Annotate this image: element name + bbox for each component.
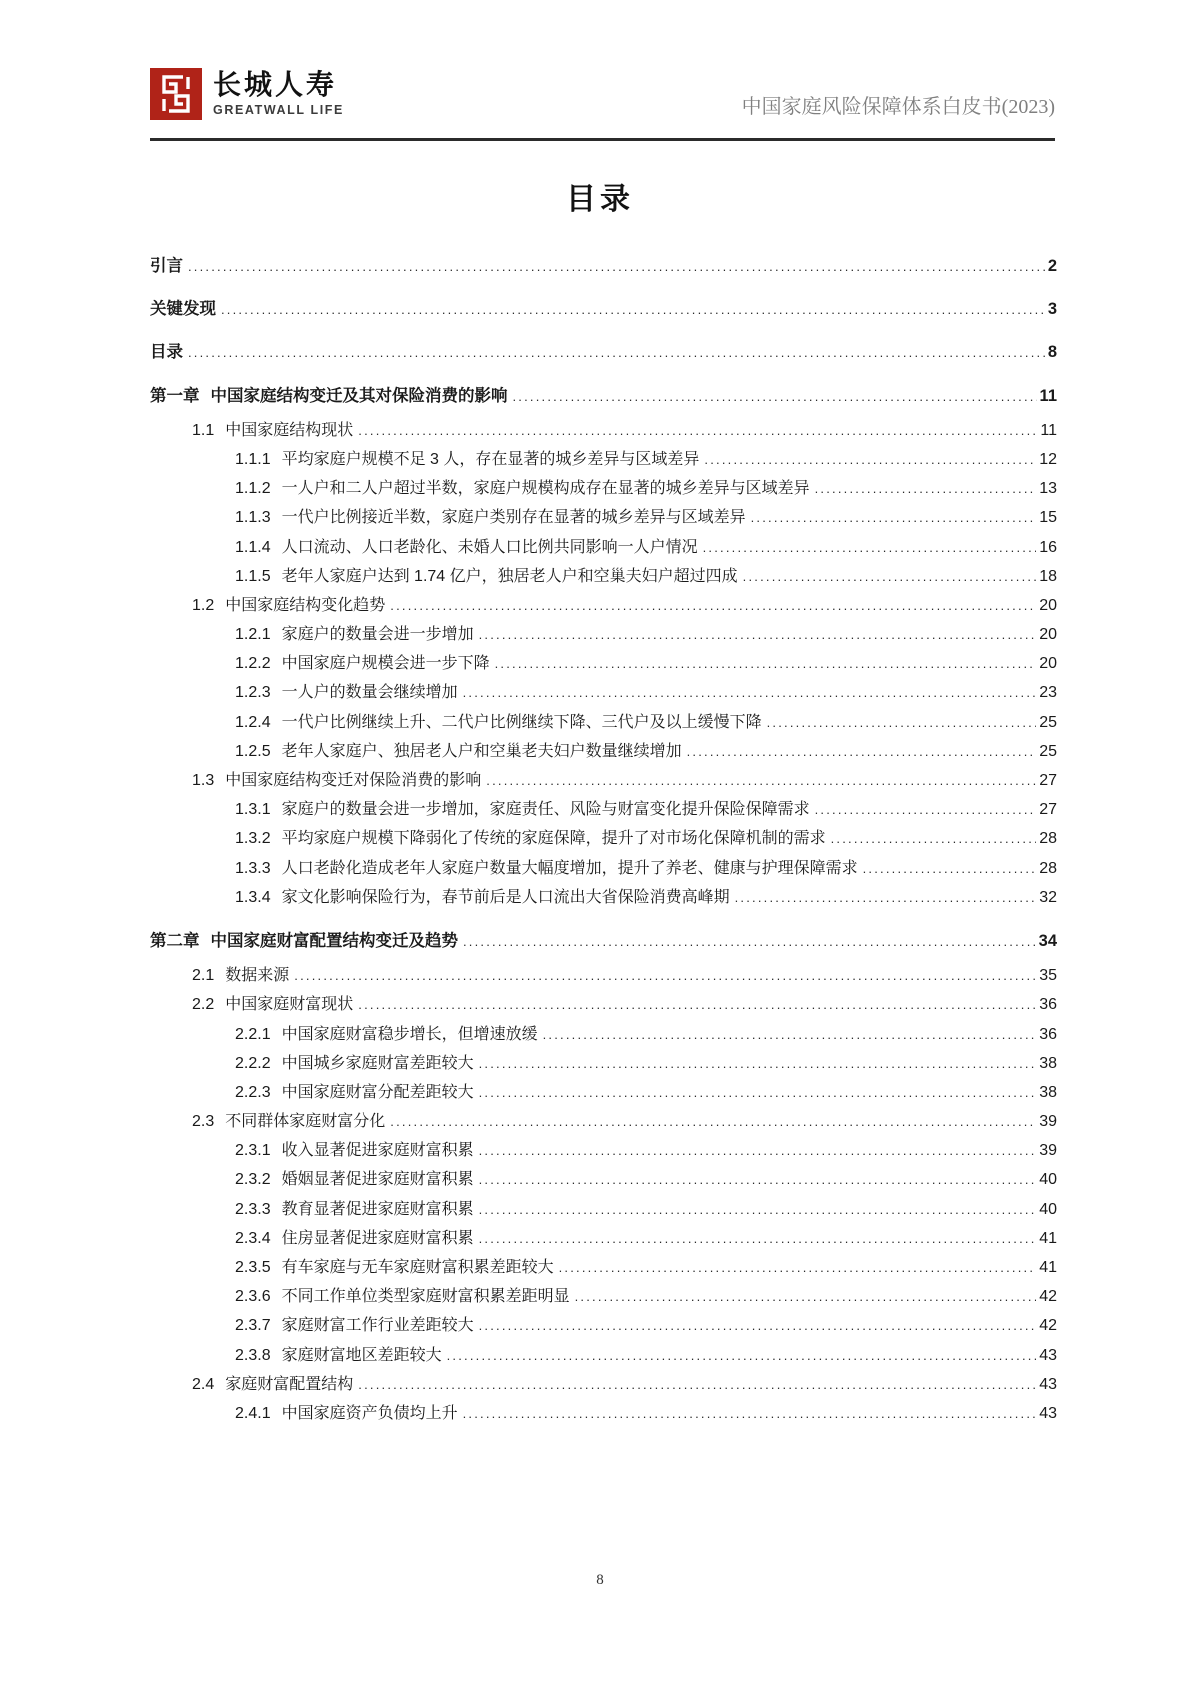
- toc-entry[interactable]: [150, 1108, 1057, 1137]
- header-rule: [150, 138, 1055, 141]
- toc-entry[interactable]: [150, 592, 1057, 621]
- toc-page-number: 32: [1039, 888, 1057, 906]
- toc-dot-leader: [479, 1202, 1037, 1217]
- toc-dot-leader: [447, 1348, 1037, 1363]
- toc-entry-number: 2.3.3: [235, 1200, 271, 1218]
- toc-entry[interactable]: [150, 855, 1057, 884]
- toc-page-number: 27: [1039, 801, 1057, 819]
- footer-page-number: 8: [596, 1572, 604, 1588]
- toc-page-number: 2: [1047, 257, 1057, 275]
- toc-dot-leader: [687, 744, 1037, 759]
- toc-dot-leader: [863, 861, 1037, 876]
- toc-entry[interactable]: [150, 504, 1057, 533]
- toc-entry-label: 一代户比例接近半数，家庭户类别存在显著的城乡差异与区域差异: [281, 509, 746, 527]
- toc-entry-number: 1.1.3: [235, 509, 271, 527]
- toc-entry[interactable]: [150, 1050, 1057, 1079]
- toc-entry-number: 1.1: [192, 421, 215, 439]
- toc-entry-number: 1.2.3: [235, 684, 271, 702]
- toc-entry-number: 2.3.6: [235, 1288, 271, 1306]
- toc-entry-label: 中国家庭结构变迁及其对保险消费的影响: [210, 386, 508, 405]
- toc-dot-leader: [358, 997, 1036, 1012]
- toc-entry-label: 中国家庭资产负债均上升: [281, 1404, 458, 1422]
- toc-entry-label: 教育显著促进家庭财富积累: [281, 1200, 474, 1218]
- toc-dot-leader: [463, 1406, 1037, 1421]
- toc-entry[interactable]: [150, 417, 1057, 446]
- toc-entry-number: 1.2: [192, 596, 215, 614]
- toc-page-number: 43: [1039, 1404, 1057, 1422]
- toc-entry-label: 平均家庭户规模下降弱化了传统的家庭保障，提升了对市场化保障机制的需求: [281, 830, 826, 848]
- toc-page-number: 23: [1039, 684, 1057, 702]
- toc-dot-leader: [486, 773, 1036, 788]
- toc-entry-label: 一代户比例继续上升、二代户比例继续下降、三代户及以上缓慢下降: [281, 713, 762, 731]
- toc-page-number: 20: [1039, 596, 1057, 614]
- toc-entry-number: 1.2.4: [235, 713, 271, 731]
- toc-entry-number: 1.3.3: [235, 859, 271, 877]
- toc-entry-label: 目录: [150, 343, 183, 362]
- toc-entry-label: 老年人家庭户达到 1.74 亿户，独居老人户和空巢夫妇户超过四成: [281, 567, 738, 585]
- toc-page-number: 25: [1039, 713, 1057, 731]
- toc-dot-leader: [188, 345, 1045, 360]
- toc-page-number: 41: [1039, 1259, 1057, 1276]
- toc-dot-leader: [513, 389, 1037, 404]
- toc-page-number: 42: [1039, 1288, 1057, 1306]
- toc-entry[interactable]: [150, 1225, 1057, 1254]
- toc-entry[interactable]: [150, 1312, 1057, 1341]
- toc-page-number: 3: [1047, 300, 1057, 319]
- toc-dot-leader: [495, 656, 1037, 671]
- brand-text: [213, 71, 344, 117]
- toc-dot-leader: [767, 715, 1037, 730]
- toc-entry[interactable]: [150, 621, 1057, 650]
- toc-dot-leader: [815, 802, 1037, 817]
- toc-dot-leader: [479, 1056, 1037, 1071]
- toc-entry-number: 2.4: [192, 1375, 215, 1393]
- toc-entry[interactable]: [150, 382, 1057, 411]
- toc-entry-label: 家庭户的数量会进一步增加: [281, 626, 474, 644]
- toc-page-number: 16: [1039, 538, 1057, 556]
- toc-dot-leader: [479, 1318, 1037, 1333]
- toc-entry-number: 2.2: [192, 996, 215, 1014]
- toc-page-number: 8: [1047, 343, 1057, 362]
- toc-entry-number: 2.1: [192, 967, 215, 985]
- toc-entry-number: 2.3: [192, 1113, 215, 1131]
- toc-dot-leader: [463, 934, 1036, 949]
- toc-entry[interactable]: [150, 446, 1057, 475]
- toc-entry-number: 第二章: [150, 931, 200, 950]
- toc-entry[interactable]: [150, 962, 1057, 991]
- toc-entry-label: 中国家庭结构变化趋势: [225, 596, 386, 614]
- toc-entry-number: 第一章: [150, 386, 200, 405]
- toc-dot-leader: [815, 481, 1037, 496]
- toc-entry-number: 1.2.1: [235, 626, 271, 644]
- toc-entry[interactable]: [150, 927, 1057, 956]
- toc-entry[interactable]: [150, 338, 1057, 367]
- toc-entry-number: 2.3.7: [235, 1317, 271, 1335]
- toc-entry-label: 平均家庭户规模不足 3 人，存在显著的城乡差异与区域差异: [281, 450, 700, 468]
- toc-entry-label: 中国家庭财富稳步增长，但增速放缓: [281, 1025, 538, 1043]
- toc-entry[interactable]: [150, 796, 1057, 825]
- toc-entry-number: 1.3: [192, 772, 215, 789]
- toc-dot-leader: [479, 1172, 1037, 1187]
- toc-entry-number: 2.3.4: [235, 1229, 271, 1247]
- toc-entry-label: 中国城乡家庭财富差距较大: [281, 1054, 474, 1072]
- toc-page-number: 38: [1039, 1083, 1057, 1101]
- toc-entry-number: 2.3.2: [235, 1171, 271, 1189]
- toc-page-number: 39: [1039, 1142, 1057, 1160]
- toc-entry-label: 有车家庭与无车家庭财富积累差距较大: [281, 1259, 554, 1276]
- toc-entry[interactable]: [150, 884, 1057, 913]
- toc-entry-number: 1.2.2: [235, 655, 271, 673]
- toc-page-number: 38: [1039, 1054, 1057, 1072]
- greatwall-logo: [150, 68, 344, 120]
- toc-entry[interactable]: [150, 679, 1057, 708]
- toc-entry-number: 1.1.1: [235, 450, 271, 468]
- toc-entry-label: 老年人家庭户、独居老人户和空巢老夫妇户数量继续增加: [281, 742, 682, 760]
- toc-entry-label: 婚姻显著促进家庭财富积累: [281, 1171, 474, 1189]
- toc-entry-label: 不同工作单位类型家庭财富积累差距明显: [281, 1288, 570, 1306]
- toc-entry-number: 1.3.2: [235, 830, 271, 848]
- toc-page-number: 43: [1039, 1346, 1057, 1364]
- page-title: 目录: [566, 183, 634, 216]
- toc-page-number: 27: [1039, 772, 1057, 789]
- toc-page-number: 15: [1039, 509, 1057, 527]
- toc-dot-leader: [831, 831, 1037, 846]
- toc-entry[interactable]: [150, 1371, 1057, 1400]
- toc-dot-leader: [294, 968, 1036, 983]
- toc-entry-label: 不同群体家庭财富分化: [225, 1113, 386, 1131]
- toc-entry-number: 2.2.3: [235, 1083, 271, 1101]
- toc-entry-number: 1.1.2: [235, 480, 271, 498]
- toc-entry-label: 一人户的数量会继续增加: [281, 684, 458, 702]
- toc-entry-number: 1.2.5: [235, 742, 271, 760]
- toc-page-number: 18: [1039, 567, 1057, 585]
- toc-entry[interactable]: [150, 1283, 1057, 1312]
- toc-entry-label: 一人户和二人户超过半数，家庭户规模构成存在显著的城乡差异与区域差异: [281, 480, 810, 498]
- toc-page-number: 20: [1039, 655, 1057, 673]
- toc-dot-leader: [704, 452, 1036, 467]
- toc-entry-label: 家庭户的数量会进一步增加，家庭责任、风险与财富变化提升保险保障需求: [281, 801, 810, 819]
- toc-dot-leader: [743, 569, 1037, 584]
- toc-page-number: 35: [1039, 967, 1057, 985]
- toc-entry[interactable]: [150, 1021, 1057, 1050]
- toc-entry[interactable]: [150, 767, 1057, 796]
- toc-dot-leader: [188, 259, 1045, 274]
- toc-entry[interactable]: [150, 1079, 1057, 1108]
- toc-page-number: 36: [1039, 996, 1057, 1014]
- toc-entry-label: 家庭财富配置结构: [225, 1375, 354, 1393]
- toc-dot-leader: [751, 510, 1037, 525]
- toc-dot-leader: [479, 1231, 1037, 1246]
- toc-entry[interactable]: [150, 650, 1057, 679]
- toc-entry-label: 中国家庭结构现状: [225, 421, 354, 439]
- toc-dot-leader: [479, 1143, 1037, 1158]
- toc-entry-label: 家文化影响保险行为，春节前后是人口流出大省保险消费高峰期: [281, 888, 730, 906]
- toc-page-number: 40: [1039, 1171, 1057, 1189]
- toc-entry-label: 收入显著促进家庭财富积累: [281, 1142, 474, 1160]
- toc-entry[interactable]: [150, 825, 1057, 854]
- toc-dot-leader: [358, 1377, 1036, 1392]
- toc-entry[interactable]: [150, 1196, 1057, 1225]
- toc-entry[interactable]: [150, 1400, 1057, 1429]
- document-title: 中国家庭风险保障体系白皮书(2023): [741, 96, 1055, 118]
- page-header: [150, 68, 1055, 131]
- toc-page-number: 25: [1039, 742, 1057, 760]
- toc-dot-leader: [479, 627, 1037, 642]
- toc-entry-label: 住房显著促进家庭财富积累: [281, 1229, 474, 1247]
- toc-page-number: 20: [1039, 626, 1057, 644]
- toc-dot-leader: [390, 598, 1036, 613]
- toc-entry-number: 2.3.8: [235, 1346, 271, 1364]
- toc-entry-number: 2.2.2: [235, 1054, 271, 1072]
- toc-entry-number: 2.3.5: [235, 1259, 271, 1276]
- toc-page-number: 11: [1040, 421, 1057, 439]
- toc-dot-leader: [575, 1289, 1037, 1304]
- toc-entry[interactable]: [150, 252, 1057, 281]
- toc-page-number: 12: [1039, 450, 1057, 468]
- toc-entry[interactable]: [150, 475, 1057, 504]
- toc-page-number: 41: [1039, 1229, 1057, 1247]
- toc-entry[interactable]: [150, 1342, 1057, 1371]
- toc-entry-label: 人口流动、人口老龄化、未婚人口比例共同影响一人户情况: [281, 538, 698, 556]
- toc-entry-label: 家庭财富地区差距较大: [281, 1346, 442, 1364]
- toc-entry-number: 1.1.4: [235, 538, 271, 556]
- toc-dot-leader: [463, 685, 1037, 700]
- toc-list: [150, 238, 1057, 1429]
- brand-name-cn: 长城人寿: [213, 69, 338, 101]
- toc-entry[interactable]: [150, 1137, 1057, 1166]
- toc-page-number: 34: [1038, 931, 1057, 950]
- toc-page-number: 39: [1039, 1113, 1057, 1131]
- toc-dot-leader: [358, 423, 1037, 438]
- toc-entry[interactable]: [150, 738, 1057, 767]
- toc-page-number: 28: [1039, 859, 1057, 877]
- toc-page-number: 40: [1039, 1200, 1057, 1218]
- toc-entry-number: 1.3.1: [235, 801, 271, 819]
- toc-dot-leader: [703, 540, 1037, 555]
- toc-entry-label: 数据来源: [225, 967, 290, 985]
- toc-page-number: 28: [1039, 830, 1057, 848]
- toc-entry-label: 中国家庭财富分配差距较大: [281, 1083, 474, 1101]
- toc-dot-leader: [559, 1260, 1037, 1275]
- toc-dot-leader: [479, 1085, 1037, 1100]
- toc-entry-number: 1.1.5: [235, 567, 271, 585]
- toc-entry[interactable]: [150, 563, 1057, 592]
- toc-dot-leader: [543, 1027, 1037, 1042]
- toc-entry-number: 2.4.1: [235, 1404, 271, 1422]
- toc-entry[interactable]: [150, 295, 1057, 324]
- toc-page-number: 42: [1039, 1317, 1057, 1335]
- toc-dot-leader: [390, 1114, 1036, 1129]
- toc-page-number: 11: [1039, 386, 1057, 405]
- toc-page-number: 36: [1039, 1025, 1057, 1043]
- toc-entry-label: 中国家庭户规模会进一步下降: [281, 655, 490, 673]
- toc-entry-label: 人口老龄化造成老年人家庭户数量大幅度增加，提升了养老、健康与护理保障需求: [281, 859, 858, 877]
- brand-name-en: GREATWALL LIFE: [213, 103, 344, 118]
- toc-page-number: 43: [1039, 1375, 1057, 1393]
- toc-page-number: 13: [1039, 480, 1057, 498]
- toc-entry[interactable]: [150, 709, 1057, 738]
- toc-entry[interactable]: [150, 1166, 1057, 1195]
- toc-entry-number: 2.3.1: [235, 1142, 271, 1160]
- toc-entry-label: 中国家庭财富配置结构变迁及趋势: [210, 931, 458, 950]
- greatwall-logo-icon: [150, 68, 202, 120]
- toc-dot-leader: [221, 302, 1045, 317]
- toc-entry-label: 家庭财富工作行业差距较大: [281, 1317, 474, 1335]
- toc-entry[interactable]: [150, 534, 1057, 563]
- toc-entry-number: 2.2.1: [235, 1025, 271, 1043]
- toc-entry-label: 关键发现: [150, 300, 216, 319]
- toc-entry-label: 中国家庭结构变迁对保险消费的影响: [225, 772, 482, 789]
- toc-entry[interactable]: [150, 991, 1057, 1020]
- toc-dot-leader: [735, 890, 1037, 905]
- toc-entry-label: 引言: [150, 257, 183, 275]
- toc-entry-label: 中国家庭财富现状: [225, 996, 354, 1014]
- toc-entry-number: 1.3.4: [235, 888, 271, 906]
- toc-entry[interactable]: [150, 1254, 1057, 1283]
